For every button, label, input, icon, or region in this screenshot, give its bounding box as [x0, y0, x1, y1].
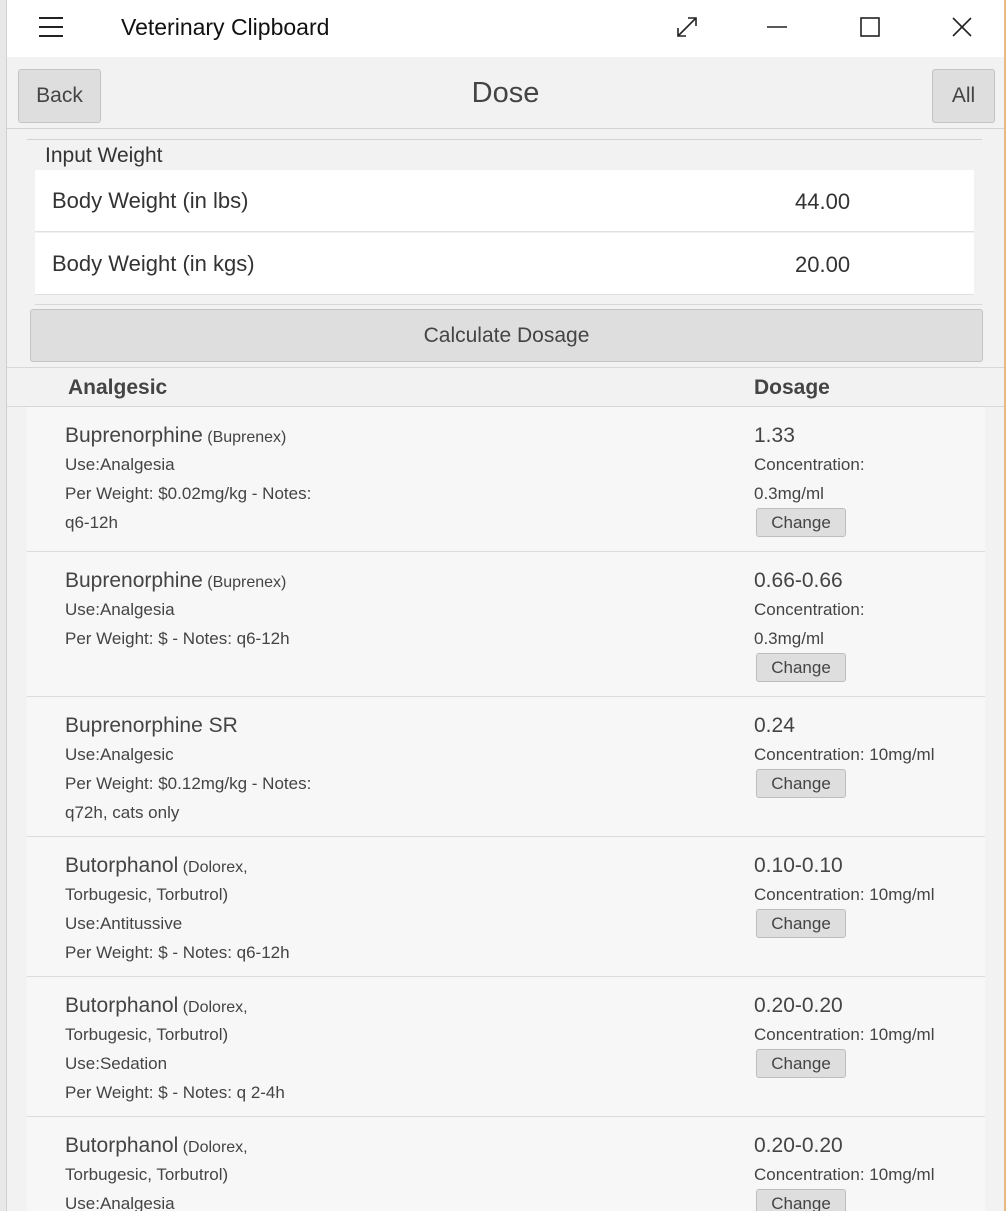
drug-per-weight: Per Weight: $ - Notes: q6-12h	[65, 629, 290, 648]
drug-name: Butorphanol	[65, 854, 179, 877]
drug-per-weight-cont: q6-12h	[65, 513, 118, 532]
title-bar	[7, 0, 1004, 57]
drug-brand: (Buprenex)	[207, 574, 287, 591]
drug-use: Use:Analgesia	[65, 455, 175, 474]
weight-lbs-row	[35, 170, 974, 232]
drug-per-weight: Per Weight: $0.02mg/kg - Notes:	[65, 484, 312, 503]
drug-use: Use:Analgesia	[65, 1194, 175, 1211]
drug-use: Use:Sedation	[65, 1054, 168, 1073]
drug-per-weight: Per Weight: $ - Notes: q 2-4h	[65, 1083, 285, 1102]
drug-brand: (Dolorex,	[182, 859, 248, 876]
concentration: Concentration: 10mg/ml	[754, 1025, 935, 1044]
change-button[interactable]: Change	[756, 769, 846, 798]
weight-kgs-input[interactable]	[795, 245, 965, 285]
background-window-edge	[0, 0, 7, 1211]
change-button[interactable]: Change	[756, 508, 846, 537]
concentration: Concentration:	[754, 455, 865, 474]
item-dosage	[754, 711, 984, 798]
list-item[interactable]	[27, 552, 985, 697]
dose-value: 0.20-0.20	[754, 1134, 843, 1157]
app-title: Veterinary Clipboard	[121, 14, 330, 40]
drug-per-weight-cont: q72h, cats only	[65, 803, 180, 822]
item-dosage	[754, 421, 984, 537]
weight-kgs-label: Body Weight (in kgs)	[52, 251, 255, 276]
divider	[35, 304, 982, 305]
item-info	[65, 851, 365, 967]
item-dosage	[754, 566, 984, 682]
change-button[interactable]: Change	[756, 909, 846, 938]
drug-brand-cont: Torbugesic, Torbutrol)	[65, 1165, 229, 1184]
concentration: Concentration: 10mg/ml	[754, 885, 935, 904]
change-button[interactable]: Change	[756, 1049, 846, 1078]
concentration: Concentration: 10mg/ml	[754, 745, 935, 764]
concentration-value: 0.3mg/ml	[754, 484, 824, 503]
list-item[interactable]	[27, 837, 985, 977]
item-info	[65, 991, 365, 1107]
input-weight-label: Input Weight	[45, 144, 163, 167]
expand-button[interactable]	[662, 0, 712, 54]
item-info	[65, 421, 365, 537]
dose-value: 0.24	[754, 714, 795, 737]
concentration: Concentration:	[754, 600, 865, 619]
divider	[27, 139, 982, 140]
page-title: Dose	[471, 77, 540, 109]
dose-value: 0.10-0.10	[754, 854, 843, 877]
maximize-button[interactable]	[845, 0, 895, 54]
drug-name: Buprenorphine	[65, 424, 203, 447]
drug-brand: (Dolorex,	[182, 1139, 248, 1156]
list-item[interactable]	[27, 697, 985, 837]
table-header	[7, 367, 1004, 407]
item-dosage	[754, 991, 984, 1078]
drug-name: Buprenorphine SR	[65, 714, 238, 737]
back-button[interactable]: Back	[18, 69, 101, 123]
minimize-icon	[766, 16, 788, 38]
expand-icon	[675, 15, 699, 39]
weight-kgs-row	[35, 233, 974, 295]
drug-per-weight: Per Weight: $0.12mg/kg - Notes:	[65, 774, 312, 793]
drug-name: Buprenorphine	[65, 569, 203, 592]
list-item[interactable]	[27, 1117, 985, 1211]
concentration: Concentration: 10mg/ml	[754, 1165, 935, 1184]
dose-value: 1.33	[754, 424, 795, 447]
change-button[interactable]: Change	[756, 653, 846, 682]
drug-brand-cont: Torbugesic, Torbutrol)	[65, 885, 229, 904]
maximize-icon	[859, 16, 881, 38]
item-info	[65, 1131, 365, 1211]
minimize-button[interactable]	[752, 0, 802, 54]
close-button[interactable]	[937, 0, 987, 54]
drug-use: Use:Analgesic	[65, 745, 174, 764]
drug-brand-cont: Torbugesic, Torbutrol)	[65, 1025, 229, 1044]
all-button[interactable]: All	[932, 69, 995, 123]
concentration-value: 0.3mg/ml	[754, 629, 824, 648]
calculate-dosage-button[interactable]: Calculate Dosage	[30, 309, 983, 362]
close-icon	[951, 16, 973, 38]
list-item[interactable]	[27, 407, 985, 552]
dose-value: 0.66-0.66	[754, 569, 843, 592]
item-info	[65, 711, 365, 827]
list-item[interactable]	[27, 977, 985, 1117]
weight-lbs-input[interactable]	[795, 182, 965, 222]
hamburger-menu-icon[interactable]	[39, 17, 65, 37]
drug-brand: (Buprenex)	[207, 429, 287, 446]
analgesic-list	[27, 407, 985, 1211]
column-header-analgesic: Analgesic	[68, 376, 168, 399]
item-info	[65, 566, 365, 653]
drug-use: Use:Analgesia	[65, 600, 175, 619]
app-window	[7, 0, 1004, 1211]
page-header	[7, 57, 1004, 129]
change-button[interactable]: Change	[756, 1189, 846, 1211]
drug-use: Use:Antitussive	[65, 914, 183, 933]
drug-brand: (Dolorex,	[182, 999, 248, 1016]
item-dosage	[754, 1131, 984, 1211]
drug-per-weight: Per Weight: $ - Notes: q6-12h	[65, 943, 290, 962]
column-header-dosage: Dosage	[754, 376, 830, 399]
weight-lbs-label: Body Weight (in lbs)	[52, 188, 249, 213]
drug-name: Butorphanol	[65, 994, 179, 1017]
item-dosage	[754, 851, 984, 938]
drug-name: Butorphanol	[65, 1134, 179, 1157]
dose-value: 0.20-0.20	[754, 994, 843, 1017]
